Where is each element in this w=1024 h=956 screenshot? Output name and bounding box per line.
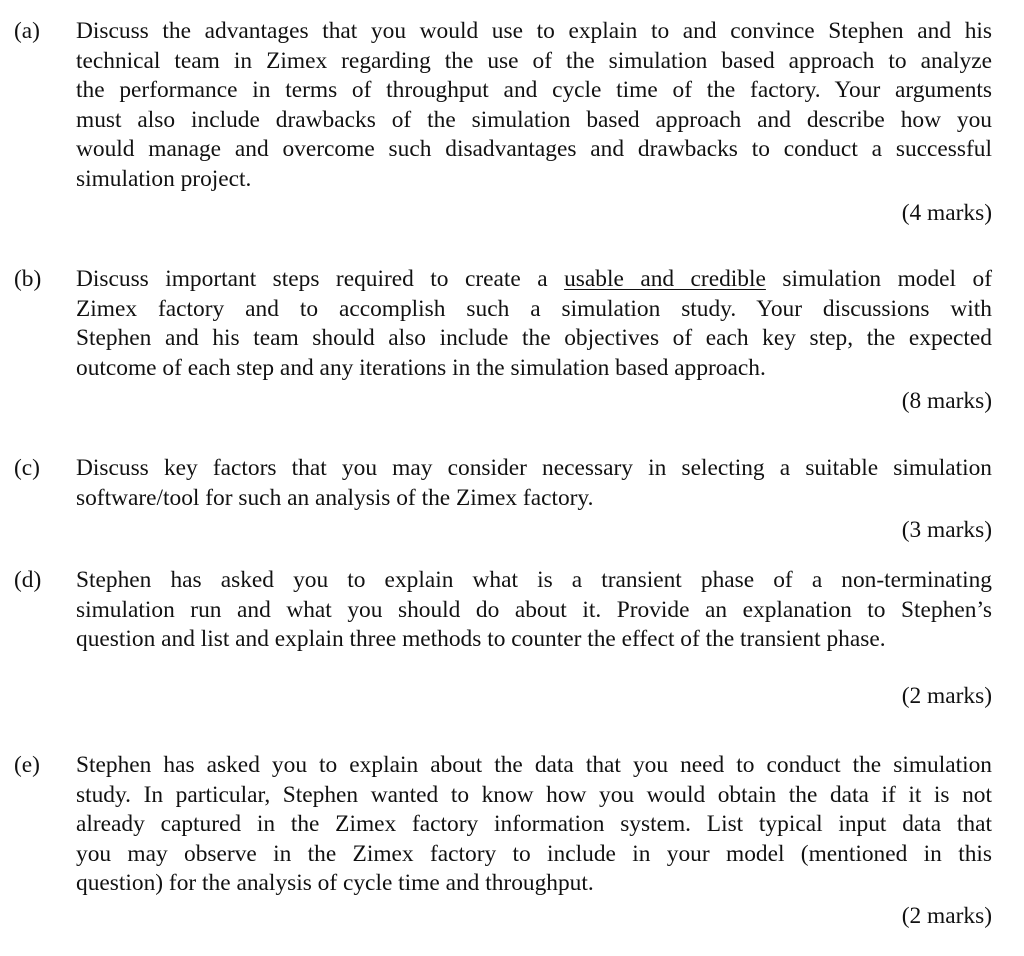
question-label: (d) <box>14 567 42 593</box>
marks-label: (8 marks) <box>901 388 992 414</box>
text-line: already captured in the Zimex factory information system. List typical input data that <box>76 811 992 838</box>
question-label: (e) <box>14 752 40 778</box>
marks-label: (2 marks) <box>901 903 992 929</box>
question-text <box>76 751 992 899</box>
marks-label: (2 marks) <box>901 683 992 709</box>
text-line: Stephen and his team should also include the objectives of each key step, the expected <box>76 325 992 352</box>
text-line: Discuss key factors that you may consider necessary in selecting a suitable simulation <box>76 455 992 481</box>
text-line: software/tool for such an analysis of the Zimex factory. <box>76 484 594 511</box>
text-segment: simulation model of <box>765 266 992 292</box>
text-line: the performance in terms of throughput and cycle time of the factory. Your arguments <box>76 77 992 104</box>
question-label: (c) <box>14 455 40 481</box>
underlined-phrase: usable and credible <box>564 266 766 292</box>
text-line: simulation run and what you should do about it. Provide an explanation to Stephen’s <box>76 596 992 623</box>
text-line: outcome of each step and any iterations in the simulation based approach. <box>76 354 766 381</box>
text-line: Zimex factory and to accomplish such a simulation study. Your discussions with <box>76 295 992 322</box>
question-text <box>76 566 992 655</box>
question-text <box>76 265 992 383</box>
text-line: would manage and overcome such disadvantages and drawbacks to conduct a successful <box>76 136 992 163</box>
text-line: Stephen has asked you to explain what is a transient phase of a non-terminating <box>76 567 992 593</box>
marks-label: (4 marks) <box>901 200 992 226</box>
marks-label: (3 marks) <box>901 517 992 543</box>
question-label: (b) <box>14 266 42 292</box>
text-segment: Discuss important steps required to create a <box>76 266 565 292</box>
text-line: technical team in Zimex regarding the use of the simulation based approach to analyze <box>76 47 992 74</box>
text-line: study. In particular, Stephen wanted to know how you would obtain the data if it is not <box>76 781 992 808</box>
text-line: you may observe in the Zimex factory to include in your model (mentioned in this <box>76 840 992 867</box>
text-line: must also include drawbacks of the simulation based approach and describe how you <box>76 106 992 133</box>
text-line: Discuss the advantages that you would use to explain to and convince Stephen and his <box>76 18 992 44</box>
text-line <box>76 265 992 295</box>
text-line: Stephen has asked you to explain about the data that you need to conduct the simulation <box>76 752 992 778</box>
question-label: (a) <box>14 18 40 44</box>
question-text <box>76 454 992 513</box>
text-line: simulation project. <box>76 165 252 192</box>
text-line: question) for the analysis of cycle time and throughput. <box>76 870 594 897</box>
question-text <box>76 17 992 195</box>
text-line: question and list and explain three methods to counter the effect of the transient phase. <box>76 626 886 653</box>
